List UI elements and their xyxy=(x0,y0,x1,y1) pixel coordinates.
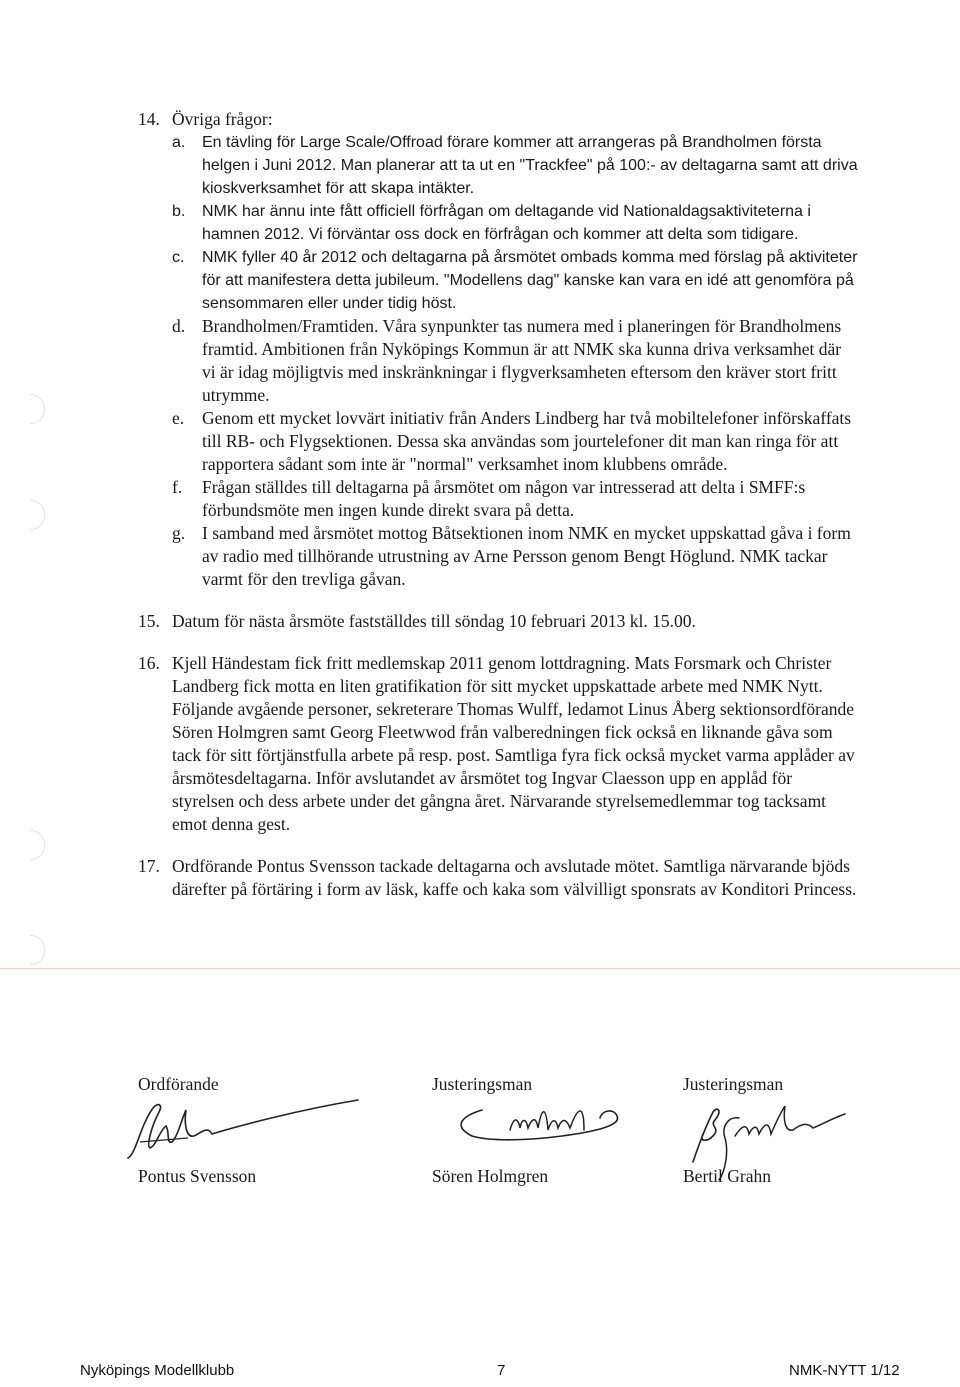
signature-block xyxy=(138,1074,858,1204)
section-15 xyxy=(138,610,858,633)
item-letter: a. xyxy=(172,134,186,151)
item-text: I samband med årsmötet mottog Båtsektionen inom NMK en mycket uppskattad gåva i form av radio med tillhörande utrustning av Arne Persson genom Bengt Höglund. NMK tackar varmt för den trevliga gåvan. xyxy=(202,523,851,589)
item-text: NMK har ännu inte fått officiell förfrågan om deltagande vid Nationaldagsaktiviteterna i hamnen 2012. Vi förväntar oss dock en förfrågan och kommer att delta som tidigare. xyxy=(202,203,811,243)
item-letter: c. xyxy=(172,249,185,266)
punch-hole-mark xyxy=(30,935,45,965)
item-letter: g. xyxy=(172,523,186,543)
item-letter: d. xyxy=(172,316,186,336)
item-letter: f. xyxy=(172,477,183,497)
section-text: Ordförande Pontus Svensson tackade deltagarna och avslutade mötet. Samtliga närvarande bjöds därefter på förtäring i form av läsk, kaffe och kaka som välvilligt sponsrats av Konditori Princess. xyxy=(172,856,857,899)
signature-role: Ordförande xyxy=(138,1074,219,1094)
item-text: Genom ett mycket lovvärt initiativ från Anders Lindberg har två mobiltelefoner införskaffats till RB- och Flygsektionen. Dessa ska användas som jourtelefoner dit man kan ringa för att rapportera sådant som inte är "normal" verksamhet inom klubbens område. xyxy=(202,408,852,474)
item-text: En tävling för Large Scale/Offroad förare kommer att arrangeras på Brandholmen första helgen i Juni 2012. Man planerar att ta ut en "Trackfee" på 100:- av deltagarna samt att driva kioskverksamhet för att skapa intäkter. xyxy=(202,134,858,197)
section-14 xyxy=(138,108,858,591)
section-number: 14. xyxy=(138,109,160,129)
list-item xyxy=(172,315,858,407)
list-item xyxy=(172,476,858,522)
handwritten-signature-icon xyxy=(422,1096,662,1166)
list-item xyxy=(172,522,858,591)
signature-role: Justeringsman xyxy=(432,1074,533,1094)
section-text: Datum för nästa årsmöte fastställdes till söndag 10 februari 2013 kl. 15.00. xyxy=(172,611,696,631)
item-text: Brandholmen/Framtiden. Våra synpunkter tas numera med i planeringen för Brandholmens framtid. Ambitionen från Nyköpings Kommun är att NMK ska kunna driva verksamhet där vi är idag möjligtvis med inskränkningar i flygverksamheten eftersom den kräver stort fritt utrymme. xyxy=(202,316,842,405)
handwritten-signature-icon xyxy=(128,1096,368,1166)
section-text: Kjell Händestam fick fritt medlemskap 2011 genom lottdragning. Mats Forsmark och Christer Landberg fick motta en liten gratifikation för sitt mycket uppskattade arbete med NMK Nytt. Följande avgående personer, sekreterare Thomas Wulff, ledamot Linus Åberg sektionsordförande Sören Holmgren samt Georg Fleetwwod från valberedningen fick också en liknande gåva som tack för sitt förtjänstfulla arbete på resp. post. Samtliga fyra fick också mycket varma applåder av årsmötesdeltagarna. Inför avslutandet av årsmötet tog Ingvar Claesson upp en applåd för styrelsen och dess arbete under det gångna året. Närvarande styrelsemedlemmar tog tacksamt emot denna gest. xyxy=(172,653,855,834)
item-letter: e. xyxy=(172,408,185,428)
signature-name: Pontus Svensson xyxy=(138,1166,257,1186)
list-item xyxy=(172,131,858,200)
item-text: NMK fyller 40 år 2012 och deltagarna på årsmötet ombads komma med förslag på aktiviteter för att manifestera detta jubileum. "Modellens dag" kanske kan vara en idé att genomföra på sensommaren eller under tidig höst. xyxy=(202,249,858,312)
page-footer xyxy=(0,1362,960,1384)
punch-hole-mark xyxy=(30,500,45,530)
scan-artifact-line xyxy=(0,968,960,969)
footer-club-name: Nyköpings Modellklubb xyxy=(80,1362,235,1379)
list-item xyxy=(172,407,858,476)
section-number: 15. xyxy=(138,611,160,631)
signature-name: Sören Holmgren xyxy=(432,1166,549,1186)
section-17 xyxy=(138,855,858,901)
section-title: Övriga frågor: xyxy=(172,109,273,129)
footer-issue: NMK-NYTT 1/12 xyxy=(789,1362,900,1379)
footer-page-number: 7 xyxy=(497,1362,506,1379)
signature-role: Justeringsman xyxy=(683,1074,784,1094)
section-number: 17. xyxy=(138,856,160,876)
list-item xyxy=(172,246,858,315)
punch-hole-mark xyxy=(30,830,45,860)
punch-hole-mark xyxy=(30,394,45,424)
section-16 xyxy=(138,652,858,836)
item-letter: b. xyxy=(172,203,186,220)
item-text: Frågan ställdes till deltagarna på årsmötet om någon var intresserad att delta i SMFF:s förbundsmöte men ingen kunde direkt svara på detta. xyxy=(202,477,806,520)
list-item xyxy=(172,200,858,246)
signature-name: Bertil Grahn xyxy=(683,1166,771,1186)
section-number: 16. xyxy=(138,653,160,673)
minutes-body xyxy=(138,108,858,901)
